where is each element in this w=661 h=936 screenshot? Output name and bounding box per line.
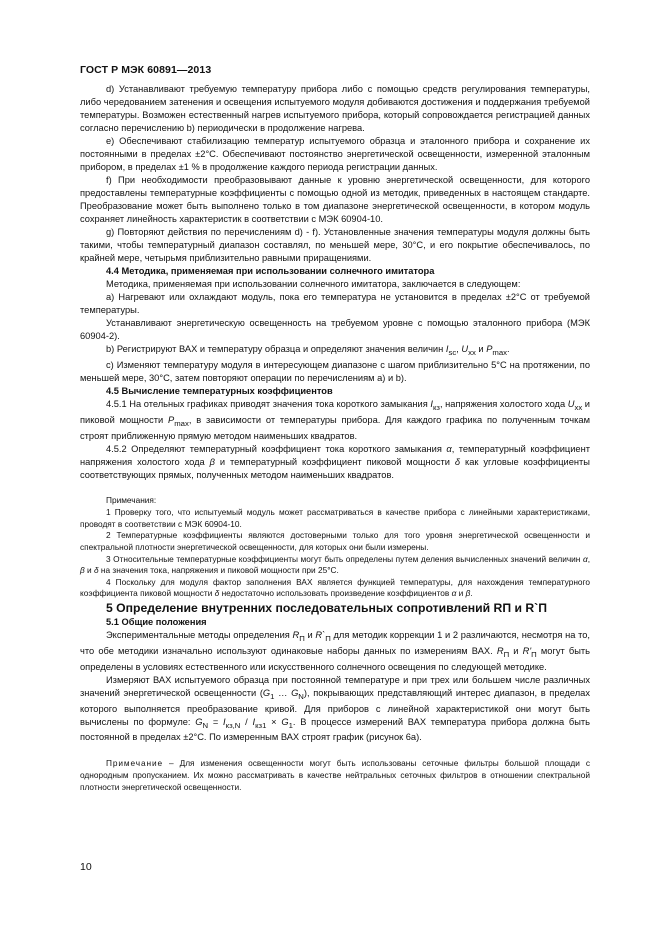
paragraph-4-4-a: a) Нагревают или охлаждают модуль, пока его температура не установится в пределах ±2°С от требуемой температуры. xyxy=(80,292,590,315)
paragraph-4-4-irradiance: Устанавливают энергетическую освещенность на требуемом уровне с помощью эталонного прибора (МЭК 60904-2). xyxy=(80,318,590,341)
paragraph-g: g) Повторяют действия по перечислениям d) - f). Установленные значения температуры модуля должны быть такими, чтобы температурный диапазон составлял, по меньшей мере, 30°С, и его покрытие обеспечивалось, по крайней мере, четырьмя приблизительно равными приращениями. xyxy=(80,227,590,263)
paragraph-4-4-intro: Методика, применяемая при использовании солнечного имитатора, заключается в следующем: xyxy=(106,279,521,289)
note-2: 2 Температурные коэффициенты являются достоверными только для того уровня энергетической освещенности и спектральной плотности энергетической освещенности, для которых они были измерены. xyxy=(80,530,590,552)
section-5-title: 5 Определение внутренних последовательных сопротивлений RП и R`П xyxy=(106,600,547,615)
document-header: ГОСТ Р МЭК 60891—2013 xyxy=(80,64,212,76)
subsection-4-5-title: 4.5 Вычисление температурных коэффициентов xyxy=(106,385,333,396)
note-3: 3 Относительные температурные коэффициенты могут быть определены путем деления вычисленных значений величин α, β и δ на значения тока, напряжения и пиковой мощности при 25°С. xyxy=(80,553,590,576)
document-body xyxy=(80,83,590,793)
page-number: 10 xyxy=(80,861,92,873)
paragraph-d: d) Устанавливают требуемую температуру прибора либо с помощью средств регулирования температуры, либо чередованием затенения и освещения испытуемого модуля добиваются достижения и поддержания требуемой температуры. Возможен естественный нагрев испытуемого прибора, который сопровождается регистрацией данных согласно перечислению b) периодически в продолжение нагрева. xyxy=(80,84,590,133)
notes-title: Примечания: xyxy=(106,494,157,505)
final-note-text: – Для изменения освещенности могут быть использованы сеточные фильтры большой площади с однородным пропусканием. Их можно рассматривать в качестве нейтральных сеточных фильтров в отношении спектральной плотности энергетической освещенности. xyxy=(80,758,590,792)
subsection-4-4-title: 4.4 Методика, применяемая при использовании солнечного имитатора xyxy=(106,266,435,276)
final-note-label: Примечание xyxy=(106,758,164,769)
paragraph-4-4-b: b) Регистрируют ВАХ и температуру образца и определяют значения величин $I_{sc}$, $U_{хх}$ и $P_{max}$. xyxy=(106,344,510,357)
paragraph-4-5-1: 4.5.1 На отельных графиках приводят значения тока короткого замыкания $I_{кз}$, напряжения холостого хода $U_{хх}$ и пиковой мощности $P_{max}$, в зависимости от температуры прибора. Для каждого графика по полученным точкам строят приближенную прямую методом наименьших квадратов. xyxy=(80,398,590,441)
note-4: 4 Поскольку для модуля фактор заполнения ВАХ является функцией температуры, для нахождения температурного коэффициента пиковой мощности δ недостаточно использовать произведение коэффициентов α и β. xyxy=(80,576,590,599)
paragraph-e: e) Обеспечивают стабилизацию температур испытуемого образца и эталонного прибора и сохранение их постоянными в пределах ±2°С. Обеспечивают постоянство энергетической освещенности, измеренной эталонным прибором, в пределах ±1 % в продолжение каждого периода регистрации данных. xyxy=(80,136,590,172)
subsection-5-1-title: 5.1 Общие положения xyxy=(106,616,207,627)
notes-block xyxy=(80,495,590,600)
paragraph-4-5-2: 4.5.2 Определяют температурный коэффициент тока короткого замыкания α, температурный коэффициент напряжения холостого хода β и температурный коэффициент пиковой мощности δ как угловые коэффициенты соответствующих прямых, полученных методом наименьших квадратов. xyxy=(80,443,590,480)
paragraph-f: f) При необходимости преобразовывают данные к уровню энергетической освещенности, для которого предоставлены температурные коэффициенты с помощью одной из методик, приведенных в настоящем стандарте. Преобразование может быть выполнено только в том диапазоне энергетической освещенности, в котором модуль сохраняет линейность характеристик в соответствии с МЭК 60904-10. xyxy=(80,175,590,224)
note-1: 1 Проверку того, что испытуемый модуль может рассматриваться в качестве прибора с линейными характеристиками, проводят в соответствии с МЭК 60904-10. xyxy=(80,507,590,529)
final-note xyxy=(80,758,590,793)
paragraph-5-1-methods: Экспериментальные методы определения $R_П$ и $R`_П$ для методик коррекции 1 и 2 различаются, несмотря на то, что обе методики изначально используют одинаковые наборы данных по измерениям ВАХ. $R_П$ и $R'_П$ могут быть определены в условиях естественного или искусственного солнечного освещения по следующей методике. xyxy=(80,629,591,672)
paragraph-4-4-c: c) Изменяют температуру модуля в интересующем диапазоне с шагом приблизительно 5°С на протяжении, по меньшей мере, 30°С, затем повторяют операции по перечислениям a) и b). xyxy=(80,359,590,383)
paragraph-5-1-measure: Измеряют ВАХ испытуемого образца при постоянной температуре и при трех или большем числе различных значений энергетической освещенности ($G_1$ … $G_N$), покрывающих представляющий интерес диапазон, в пределах которого выполняется преобразование кривой. Для приборов с линейной характеристикой они могут быть вычислены по формуле: $G_N = I_{кз,N} / I_{кз1} \times G_1$. В процессе измерений ВАХ температура прибора должна быть постоянной в пределах ±2°С. По измеренным ВАХ строят график (рисунок 6а). xyxy=(80,674,591,743)
